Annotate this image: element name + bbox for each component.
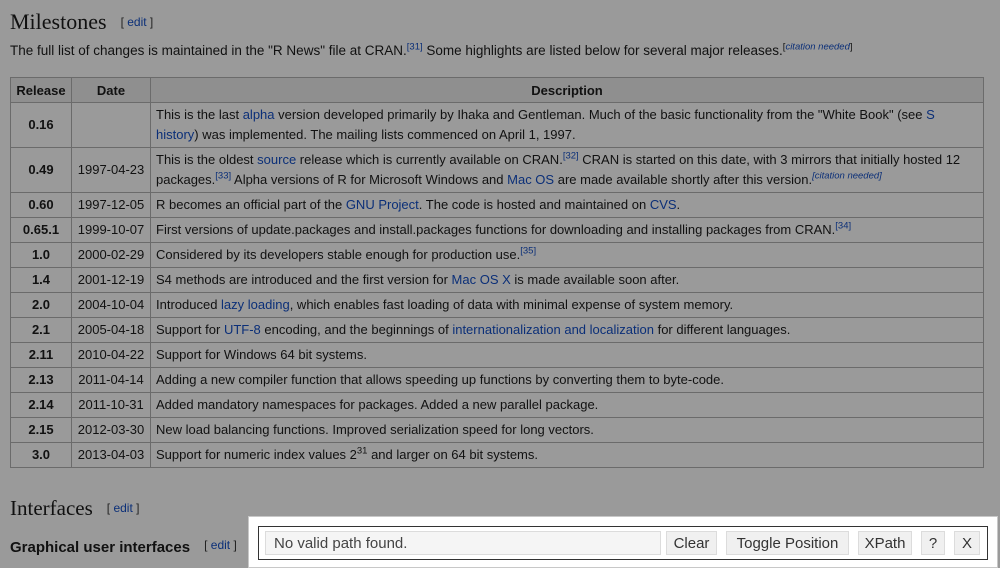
description-cell	[151, 418, 984, 443]
description-text: First versions of update.packages and install.packages functions for downloading and installing packages from CRAN.	[156, 222, 836, 237]
description-text: Considered by its developers stable enough for production use.	[156, 247, 521, 262]
help-button[interactable]: ?	[921, 531, 945, 555]
release-cell: 2.14	[11, 393, 72, 418]
release-cell: 2.11	[11, 343, 72, 368]
release-cell: 2.15	[11, 418, 72, 443]
interfaces-title: Interfaces	[10, 496, 93, 520]
description-text: are made available shortly after this version.	[554, 172, 813, 187]
description-link[interactable]: Mac OS X	[451, 272, 511, 287]
table-row	[11, 443, 984, 468]
release-cell: 0.60	[11, 193, 72, 218]
description-text: Alpha versions of R for Microsoft Windows and	[231, 172, 508, 187]
date-cell: 2000-02-29	[72, 243, 151, 268]
description-cell	[151, 368, 984, 393]
reference-sup: 31	[356, 445, 368, 457]
description-text: for different languages.	[653, 322, 791, 337]
description-cell	[151, 103, 984, 148]
reference-sup[interactable]: [35]	[520, 245, 537, 257]
description-cell	[151, 243, 984, 268]
release-cell: 0.49	[11, 148, 72, 193]
description-link[interactable]: source	[257, 152, 297, 167]
interfaces-heading	[10, 496, 139, 521]
xpath-query-input[interactable]	[265, 531, 661, 555]
description-text: Support for Windows 64 bit systems.	[156, 347, 367, 362]
clear-button[interactable]: Clear	[666, 531, 717, 555]
description-cell	[151, 318, 984, 343]
description-text: CRAN is started on this date, with 3 mirrors that initially hosted 12 packages.	[156, 152, 961, 187]
table-row	[11, 193, 984, 218]
table-header-row	[11, 78, 984, 103]
date-cell: 2012-03-30	[72, 418, 151, 443]
release-cell: 1.0	[11, 243, 72, 268]
description-cell	[151, 193, 984, 218]
description-cell	[151, 393, 984, 418]
table-row	[11, 418, 984, 443]
interfaces-edit: [ edit ]	[106, 501, 140, 515]
description-text: ) was implemented. The mailing lists commenced on April 1, 1997.	[194, 127, 576, 142]
release-cell: 2.13	[11, 368, 72, 393]
xpath-button[interactable]: XPath	[858, 531, 912, 555]
table-row	[11, 243, 984, 268]
date-cell: 1999-10-07	[72, 218, 151, 243]
reference-sup[interactable]: [32]	[562, 150, 579, 162]
milestones-title: Milestones	[10, 9, 107, 34]
description-link[interactable]: CVS	[649, 197, 677, 212]
description-text: is made available soon after.	[510, 272, 680, 287]
description-text: Adding a new compiler function that allows speeding up functions by converting them to byte-code.	[156, 372, 725, 387]
description-text: .	[676, 197, 681, 212]
description-text: This is the last	[156, 107, 243, 122]
description-link[interactable]: internationalization and localization	[452, 322, 654, 337]
gui-edit-link[interactable]: edit	[210, 538, 231, 552]
date-cell: 2001-12-19	[72, 268, 151, 293]
table-row	[11, 218, 984, 243]
xpath-helper-bar	[248, 516, 998, 568]
date-cell: 2005-04-18	[72, 318, 151, 343]
intro-text: The full list of changes is maintained in the "R News" file at CRAN.	[10, 43, 407, 58]
date-cell: 2004-10-04	[72, 293, 151, 318]
release-cell: 0.65.1	[11, 218, 72, 243]
release-cell: 3.0	[11, 443, 72, 468]
citation-needed-link[interactable]: citation needed	[785, 41, 850, 53]
release-cell: 0.16	[11, 103, 72, 148]
xpath-helper-frame	[258, 526, 988, 560]
release-table	[10, 77, 984, 468]
close-button[interactable]: X	[954, 531, 980, 555]
description-text: and larger on 64 bit systems.	[367, 447, 538, 462]
date-cell: 2013-04-03	[72, 443, 151, 468]
description-cell	[151, 343, 984, 368]
intro-text-2: Some highlights are listed below for several major releases.	[422, 43, 783, 58]
table-row	[11, 343, 984, 368]
release-cell: 2.1	[11, 318, 72, 343]
gui-heading	[10, 538, 237, 556]
milestones-heading	[10, 9, 153, 35]
description-text: Introduced	[156, 297, 222, 312]
description-link[interactable]: lazy loading	[221, 297, 290, 312]
date-cell: 2010-04-22	[72, 343, 151, 368]
table-row	[11, 103, 984, 148]
description-text: This is the oldest	[156, 152, 258, 167]
date-column-header: Date	[72, 78, 151, 103]
description-text: encoding, and the beginnings of	[260, 322, 453, 337]
date-cell: 1997-04-23	[72, 148, 151, 193]
milestones-edit-link[interactable]: edit	[127, 15, 147, 29]
description-link[interactable]: S history	[156, 107, 935, 142]
description-link[interactable]: UTF-8	[223, 322, 261, 337]
description-text: release which is currently available on CRAN.	[296, 152, 563, 167]
description-link[interactable]: alpha	[242, 107, 275, 122]
description-text: , which enables fast loading of data with minimal expense of system memory.	[289, 297, 734, 312]
description-link[interactable]: GNU Project	[345, 197, 419, 212]
description-text: version developed primarily by Ihaka and Gentleman. Much of the basic functionality from the "White Book" (see	[274, 107, 927, 122]
description-text: Added mandatory namespaces for packages. Added a new parallel package.	[156, 397, 599, 412]
toggle-position-button[interactable]: Toggle Position	[726, 531, 849, 555]
date-cell: 2011-04-14	[72, 368, 151, 393]
release-cell: 1.4	[11, 268, 72, 293]
description-text: Support for numeric index values 2	[156, 447, 357, 462]
description-column-header: Description	[151, 78, 984, 103]
table-row	[11, 148, 984, 193]
date-cell: 2011-10-31	[72, 393, 151, 418]
citation-needed[interactable]: [citation needed]	[812, 170, 882, 182]
gui-title: Graphical user interfaces	[10, 539, 191, 556]
table-row	[11, 393, 984, 418]
description-cell	[151, 268, 984, 293]
description-cell	[151, 443, 984, 468]
table-row	[11, 368, 984, 393]
reference-sup[interactable]: [33]	[215, 170, 232, 182]
release-column-header: Release	[11, 78, 72, 103]
intro-ref[interactable]: [31]	[406, 41, 423, 53]
date-cell	[72, 103, 151, 148]
description-text: S4 methods are introduced and the first version for	[156, 272, 452, 287]
table-row	[11, 293, 984, 318]
milestones-intro: The full list of changes is maintained in the "R News" file at CRAN.[31] Some highlights are listed below for several major releases.[citation needed]	[10, 41, 853, 58]
description-cell	[151, 293, 984, 318]
description-cell	[151, 218, 984, 243]
interfaces-edit-link[interactable]: edit	[113, 501, 133, 515]
table-row	[11, 318, 984, 343]
reference-sup[interactable]: [34]	[835, 220, 852, 232]
release-cell: 2.0	[11, 293, 72, 318]
gui-edit: [ edit ]	[204, 538, 237, 552]
description-link[interactable]: Mac OS	[507, 172, 555, 187]
table-row	[11, 268, 984, 293]
date-cell: 1997-12-05	[72, 193, 151, 218]
description-text: R becomes an official part of the	[156, 197, 346, 212]
description-text: . The code is hosted and maintained on	[418, 197, 650, 212]
milestones-edit: [ edit ]	[120, 15, 154, 29]
description-cell	[151, 148, 984, 193]
description-text: Support for	[156, 322, 224, 337]
description-text: New load balancing functions. Improved serialization speed for long vectors.	[156, 422, 594, 437]
